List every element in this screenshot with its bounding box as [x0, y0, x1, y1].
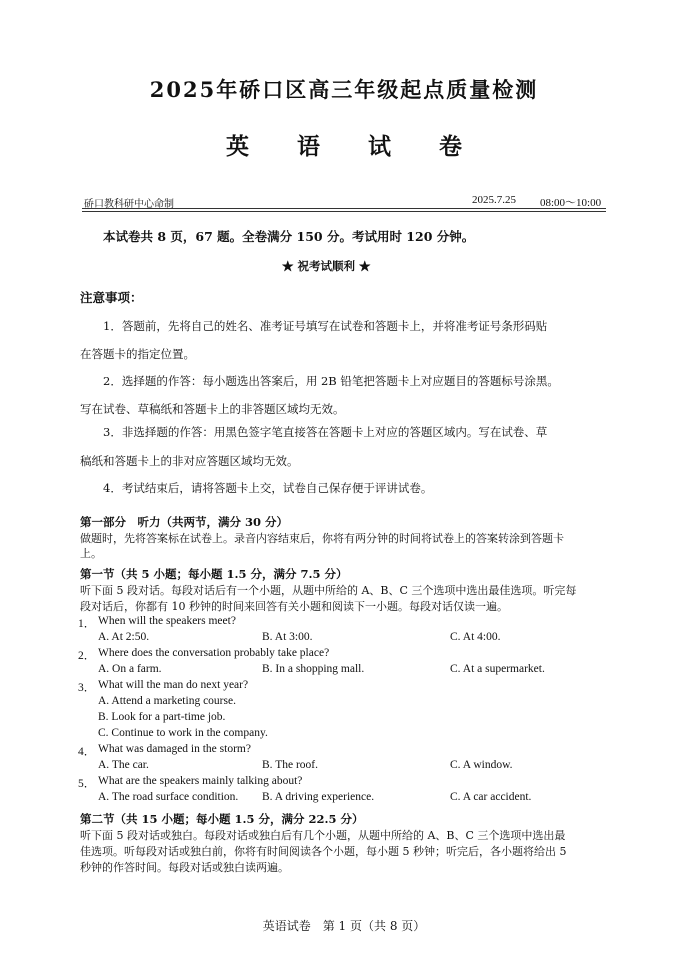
section1-desc: 听下面 5 段对话。每段对话后有一个小题，从题中所给的 A、B、C 三个选项中选出最佳选项。听完每 [80, 584, 577, 597]
notice-item-3: 3．非选择题的作答：用黑色签字笔直接答在答题卡上对应的答题区域内。写在试卷、草 [103, 425, 548, 439]
exam-date: 2025.7.25 [472, 194, 516, 206]
option-c: C. A car accident. [450, 791, 532, 803]
option-b: B. In a shopping mall. [262, 663, 365, 675]
question-text: What are the speakers mainly talking about? [98, 775, 303, 787]
notice-heading: 注意事项： [80, 290, 143, 305]
good-luck: ★ 祝考试顺利 ★ [282, 259, 371, 273]
exam-title: 2025年硚口区高三年级起点质量检测 [149, 77, 539, 102]
question-text: What will the man do next year? [98, 679, 249, 691]
question-text: When will the speakers meet? [98, 615, 236, 627]
section2-desc: 听下面 5 段对话或独白。每段对话或独白后有几个小题，从题中所给的 A、B、C 三个选项中选出最 [80, 829, 566, 842]
part1-desc: 做题时，先将答案标在试卷上。录音内容结束后，你将有两分钟的时间将试卷上的答案转涂到答题卡 [80, 532, 564, 545]
part1-heading: 第一部分 听力（共两节，满分 30 分） [80, 515, 289, 529]
section2-heading: 第二节（共 15 小题；每小题 1.5 分，满分 22.5 分） [80, 812, 364, 826]
option-a: A. The road surface condition. [98, 791, 239, 803]
header-rule-bottom [82, 211, 606, 212]
notice-item-4: 4．考试结束后，请将答题卡上交，试卷自己保存便于评讲试卷。 [103, 481, 433, 495]
option-c: C. Continue to work in the company. [98, 727, 268, 739]
option-c: C. A window. [450, 759, 513, 771]
exam-summary: 本试卷共 8 页，67 题。全卷满分 150 分。考试用时 120 分钟。 [103, 229, 475, 244]
option-a: A. On a farm. [98, 663, 162, 675]
question-number: 5． [78, 778, 96, 790]
option-b: B. Look for a part-time job. [98, 711, 226, 723]
notice-item-3-cont: 稿纸和答题卡上的非对应答题区域均无效。 [80, 454, 299, 468]
header-rule-top [82, 208, 606, 209]
section1-desc-cont: 段对话后，你都有 10 秒钟的时间来回答有关小题和阅读下一小题。每段对话仅读一遍。 [80, 600, 508, 613]
notice-item-2-cont: 写在试卷、草稿纸和答题卡上的非答题区域均无效。 [80, 402, 345, 416]
option-c: C. At 4:00. [450, 631, 501, 643]
question-number: 2． [78, 650, 96, 662]
notice-item-2: 2．选择题的作答：每小题选出答案后，用 2B 铅笔把答题卡上对应题目的答题标号涂黑。 [103, 374, 559, 388]
option-b: B. The roof. [262, 759, 319, 771]
question-number: 1． [78, 618, 96, 630]
option-c: C. At a supermarket. [450, 663, 545, 675]
part1-desc-cont: 上。 [80, 547, 102, 560]
question-text: What was damaged in the storm? [98, 743, 251, 755]
section1-heading: 第一节（共 5 小题；每小题 1.5 分，满分 7.5 分） [80, 567, 348, 581]
question-text: Where does the conversation probably take place? [98, 647, 330, 659]
notice-item-1: 1．答题前，先将自己的姓名、准考证号填写在试卷和答题卡上，并将准考证号条形码贴 [103, 319, 548, 333]
issuer: 硚口教科研中心命制 [84, 199, 174, 210]
option-a: A. At 2:50. [98, 631, 150, 643]
option-a: A. Attend a marketing course. [98, 695, 236, 707]
page-footer: 英语试卷 第 1 页（共 8 页） [262, 919, 426, 933]
section2-desc-cont2: 秒钟的作答时间。每段对话或独白读两遍。 [80, 861, 289, 874]
question-number: 4． [78, 746, 96, 758]
option-b: B. At 3:00. [262, 631, 313, 643]
option-a: A. The car. [98, 759, 149, 771]
exam-time: 08:00～10:00 [540, 197, 602, 209]
subject-title: 英 语 试 卷 [225, 133, 483, 160]
question-number: 3． [78, 682, 96, 694]
section2-desc-cont: 佳选项。听每段对话或独白前，你将有时间阅读各个小题，每小题 5 秒钟；听完后，各小题将给出 5 [80, 845, 567, 858]
option-b: B. A driving experience. [262, 791, 375, 803]
notice-item-1-cont: 在答题卡的指定位置。 [80, 347, 195, 361]
